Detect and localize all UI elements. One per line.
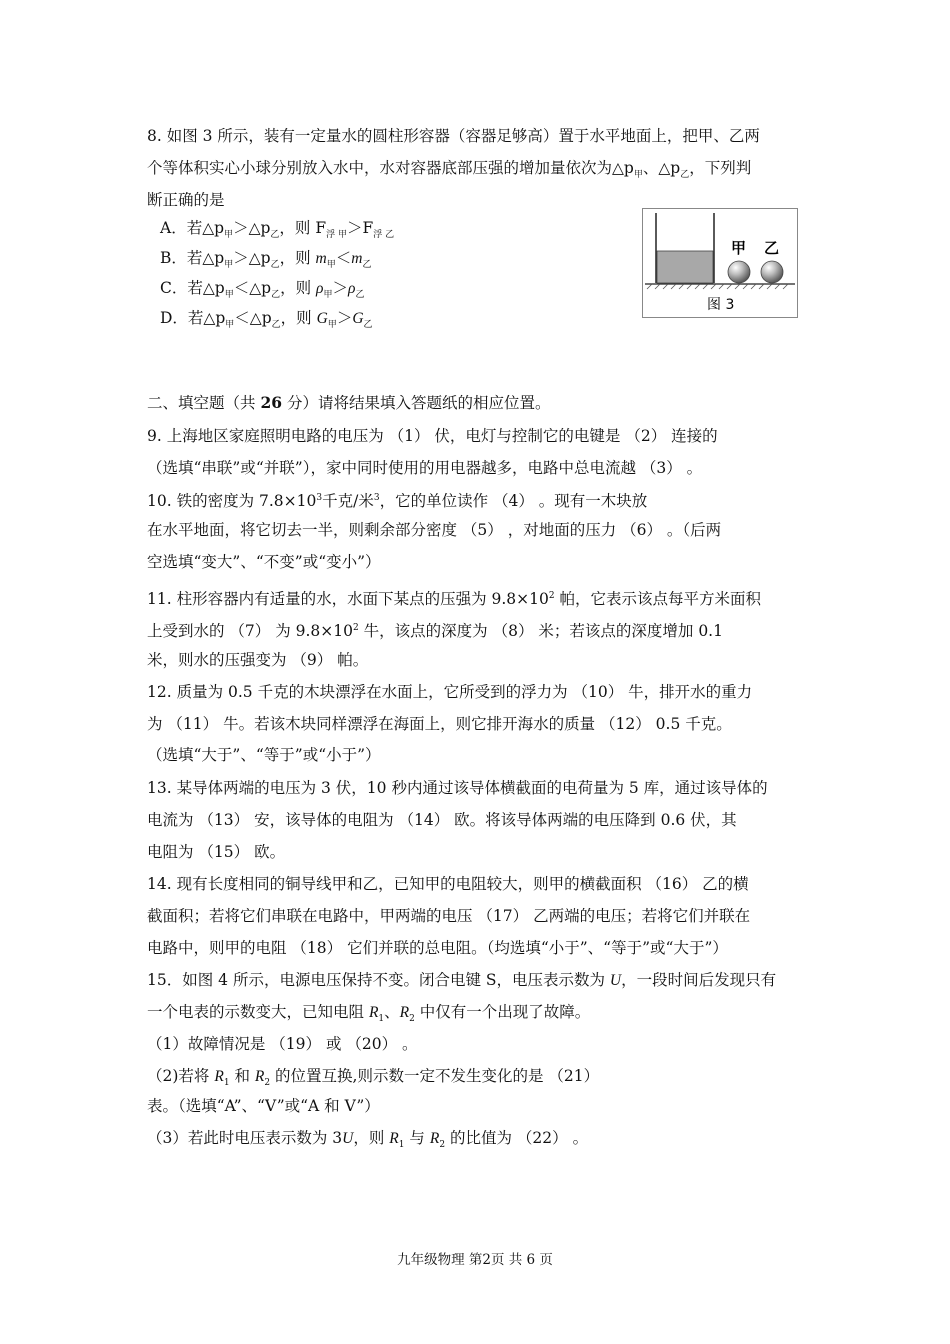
q10-line2: 在水平地面，将它切去一半，则剩余部分密度 （5） ，对地面的压力 （6） 。（后两 bbox=[147, 521, 722, 539]
var-rho: ρ bbox=[348, 280, 356, 297]
superscript: 3 bbox=[373, 493, 380, 503]
opt-text: ＞△p bbox=[233, 219, 271, 237]
q11-line3: 米，则水的压强变为 （9） 帕。 bbox=[147, 651, 369, 669]
opt-text: ，则 bbox=[280, 279, 317, 297]
q15-line1 bbox=[147, 970, 776, 991]
subscript: 乙 bbox=[680, 170, 690, 180]
q13-line3: 电阻为 （15） 欧。 bbox=[147, 843, 286, 861]
var-g: G bbox=[352, 310, 364, 327]
q14-line2: 截面积；若将它们串联在电路中，甲两端的电压 （17） 乙两端的电压；若将它们并联在 bbox=[147, 907, 751, 925]
q14-line1: 14. 现有长度相同的铜导线甲和乙，已知甲的电阻较大，则甲的横截面积 （16） 乙的横 bbox=[147, 875, 749, 893]
q13-line2: 电流为 （13） 安，该导体的电阻为 （14） 欧。将该导体两端的电压降到 0.6 伏，其 bbox=[147, 811, 737, 829]
q15-line2 bbox=[147, 1002, 590, 1029]
q15-text: 、 bbox=[384, 1003, 400, 1021]
subscript: 甲 bbox=[633, 170, 643, 180]
q12-line3: （选填“大于”、“等于”或“小于”） bbox=[147, 746, 381, 764]
subscript: 乙 bbox=[270, 260, 280, 270]
q10-line3: 空选填“变大”、“不变”或“变小”） bbox=[147, 553, 381, 571]
subscript: 甲 bbox=[224, 290, 234, 300]
opt-text: A．若△p bbox=[160, 219, 225, 237]
opt-text: ＞F bbox=[346, 219, 374, 237]
q10-text: 10. 铁的密度为 7.8×10 bbox=[147, 492, 317, 510]
section2-text: 分）请将结果填入答题纸的相应位置。 bbox=[282, 394, 551, 412]
var-r: R bbox=[254, 1068, 265, 1085]
q11-text: 11. 柱形容器内有适量的水，水面下某点的压强为 9.8×10 bbox=[147, 590, 549, 608]
var-u: U bbox=[609, 972, 622, 989]
opt-text: ，则 bbox=[280, 309, 317, 327]
var-m: m bbox=[351, 250, 363, 267]
subscript: 甲 bbox=[323, 290, 333, 300]
var-m: m bbox=[315, 250, 327, 267]
q8-line2-end: ，下列判 bbox=[689, 159, 752, 177]
q15-text: 一个电表的示数变大，已知电阻 bbox=[147, 1003, 369, 1021]
q11-line1 bbox=[147, 586, 761, 609]
section2-heading bbox=[147, 393, 550, 413]
q14-line3: 电路中，则甲的电阻 （18） 它们并联的总电阻。（均选填“小于”、“等于”或“大于”） bbox=[147, 939, 728, 957]
subscript: 1 bbox=[223, 1078, 230, 1088]
superscript: 2 bbox=[353, 623, 359, 633]
subscript: 2 bbox=[409, 1014, 415, 1024]
q11-text: 帕，它表示该点每平方米面积 bbox=[554, 590, 762, 608]
q15-text: ，则 bbox=[353, 1129, 390, 1147]
opt-text: ＞ bbox=[336, 309, 353, 327]
q12-line2: 为 （11） 牛。若该木块同样漂浮在海面上，则它排开海水的质量 （12） 0.5 千克。 bbox=[147, 715, 732, 733]
subscript: 甲 bbox=[326, 260, 336, 270]
q15-text: （2)若将 bbox=[147, 1067, 215, 1085]
subscript: 1 bbox=[378, 1014, 385, 1024]
superscript: 2 bbox=[548, 591, 555, 601]
subscript: 乙 bbox=[363, 320, 373, 330]
q11-text: 牛，该点的深度为 （8） 米；若该点的深度增加 0.1 bbox=[358, 622, 723, 640]
q8-option-b bbox=[160, 248, 372, 275]
q9-line1: 9. 上海地区家庭照明电路的电压为 （1） 伏，电灯与控制它的电键是 （2） 连接的 bbox=[147, 427, 718, 445]
q15-text: 15．如图 4 所示，电源电压保持不变。闭合电键 S，电压表示数为 bbox=[147, 971, 610, 989]
ball-yi bbox=[761, 261, 783, 283]
q15-text: 和 bbox=[229, 1067, 255, 1085]
q9-line2: （选填“串联”或“并联”），家中同时使用的用电器越多，电路中总电流越 （3） 。 bbox=[147, 459, 703, 477]
subscript: 乙 bbox=[271, 320, 281, 330]
q8-option-a bbox=[160, 218, 394, 245]
subscript: 1 bbox=[398, 1140, 405, 1150]
figure-3-drawing bbox=[643, 209, 797, 317]
subscript: 乙 bbox=[270, 230, 280, 240]
subscript: 2 bbox=[439, 1140, 446, 1150]
opt-text: ＞△p bbox=[233, 249, 271, 267]
opt-text: C．若△p bbox=[160, 279, 225, 297]
opt-text: ，则 bbox=[279, 249, 316, 267]
q8-line2-text: 个等体积实心小球分别放入水中，水对容器底部压强的增加量依次为△p bbox=[147, 159, 634, 177]
subscript: 乙 bbox=[362, 260, 372, 270]
var-r: R bbox=[368, 1004, 379, 1021]
opt-text: ＜△p bbox=[233, 279, 272, 297]
section2-score: 26 bbox=[260, 393, 283, 412]
subscript: 甲 bbox=[224, 230, 234, 240]
q10-line1 bbox=[147, 488, 647, 511]
subscript: 甲 bbox=[327, 320, 337, 330]
q8-line2 bbox=[147, 158, 751, 185]
subscript: 2 bbox=[264, 1078, 271, 1088]
q8-option-d bbox=[160, 308, 373, 335]
var-r: R bbox=[389, 1130, 399, 1147]
section2-text: 二、填空题（共 bbox=[147, 394, 261, 412]
opt-text: ，则 F bbox=[279, 219, 327, 237]
var-rho: ρ bbox=[316, 280, 324, 297]
subscript: 浮 乙 bbox=[373, 230, 395, 240]
q11-text: 上受到水的 （7） 为 9.8×10 bbox=[147, 622, 354, 640]
subscript: 浮 甲 bbox=[326, 230, 347, 240]
label-jia: 甲 bbox=[731, 239, 747, 257]
q15-text: ，一段时间后发现只有 bbox=[621, 971, 777, 989]
opt-text: D．若△p bbox=[160, 309, 226, 327]
q8-option-c bbox=[160, 278, 364, 305]
opt-text: ＜△p bbox=[234, 309, 272, 327]
q15-text: 的比值为 （22） 。 bbox=[445, 1129, 589, 1147]
q15-part2-cont: 表。（选填“A”、“V”或“A 和 V”） bbox=[147, 1097, 380, 1115]
var-g: G bbox=[316, 310, 328, 327]
subscript: 乙 bbox=[355, 290, 365, 300]
figure-caption: 图 3 bbox=[707, 297, 735, 313]
subscript: 乙 bbox=[271, 290, 281, 300]
q10-text: 千克/米 bbox=[322, 492, 374, 510]
var-u: U bbox=[342, 1130, 354, 1147]
label-yi: 乙 bbox=[764, 239, 780, 257]
q15-text: （3）若此时电压表示数为 3 bbox=[147, 1129, 343, 1147]
q15-text: 与 bbox=[404, 1129, 430, 1147]
q13-line1: 13. 某导体两端的电压为 3 伏，10 秒内通过该导体横截面的电荷量为 5 库，通过该导体的 bbox=[147, 779, 768, 797]
opt-text: ＞ bbox=[332, 279, 348, 297]
q15-text: 的位置互换,则示数一定不发生变化的是 （21） bbox=[270, 1067, 600, 1085]
q8-sep: 、△p bbox=[642, 159, 681, 177]
q10-text: ，它的单位读作 （4） 。现有一木块放 bbox=[379, 492, 648, 510]
opt-text: ＜ bbox=[335, 249, 352, 267]
q15-part2 bbox=[147, 1066, 599, 1093]
var-r: R bbox=[429, 1130, 440, 1147]
page-footer: 九年级物理 第2页 共 6 页 bbox=[397, 1252, 553, 1268]
subscript: 甲 bbox=[225, 320, 235, 330]
var-r: R bbox=[214, 1068, 224, 1085]
ball-jia bbox=[728, 261, 750, 283]
q15-part3 bbox=[147, 1128, 588, 1155]
q8-line1: 8. 如图 3 所示，装有一定量水的圆柱形容器（容器足够高）置于水平地面上，把甲、乙两 bbox=[147, 127, 760, 145]
q11-line2 bbox=[147, 618, 723, 641]
q8-line3: 断正确的是 bbox=[147, 191, 225, 209]
q15-text: 中仅有一个出现了故障。 bbox=[414, 1003, 591, 1021]
opt-text: B．若△p bbox=[160, 249, 225, 267]
q15-part1: （1）故障情况是 （19） 或 （20） 。 bbox=[147, 1035, 418, 1053]
figure-3 bbox=[642, 208, 798, 318]
q12-line1: 12. 质量为 0.5 千克的木块漂浮在水面上，它所受到的浮力为 （10） 牛，排开水的重力 bbox=[147, 683, 753, 701]
var-r: R bbox=[399, 1004, 410, 1021]
subscript: 甲 bbox=[224, 260, 234, 270]
superscript: 3 bbox=[316, 493, 323, 503]
